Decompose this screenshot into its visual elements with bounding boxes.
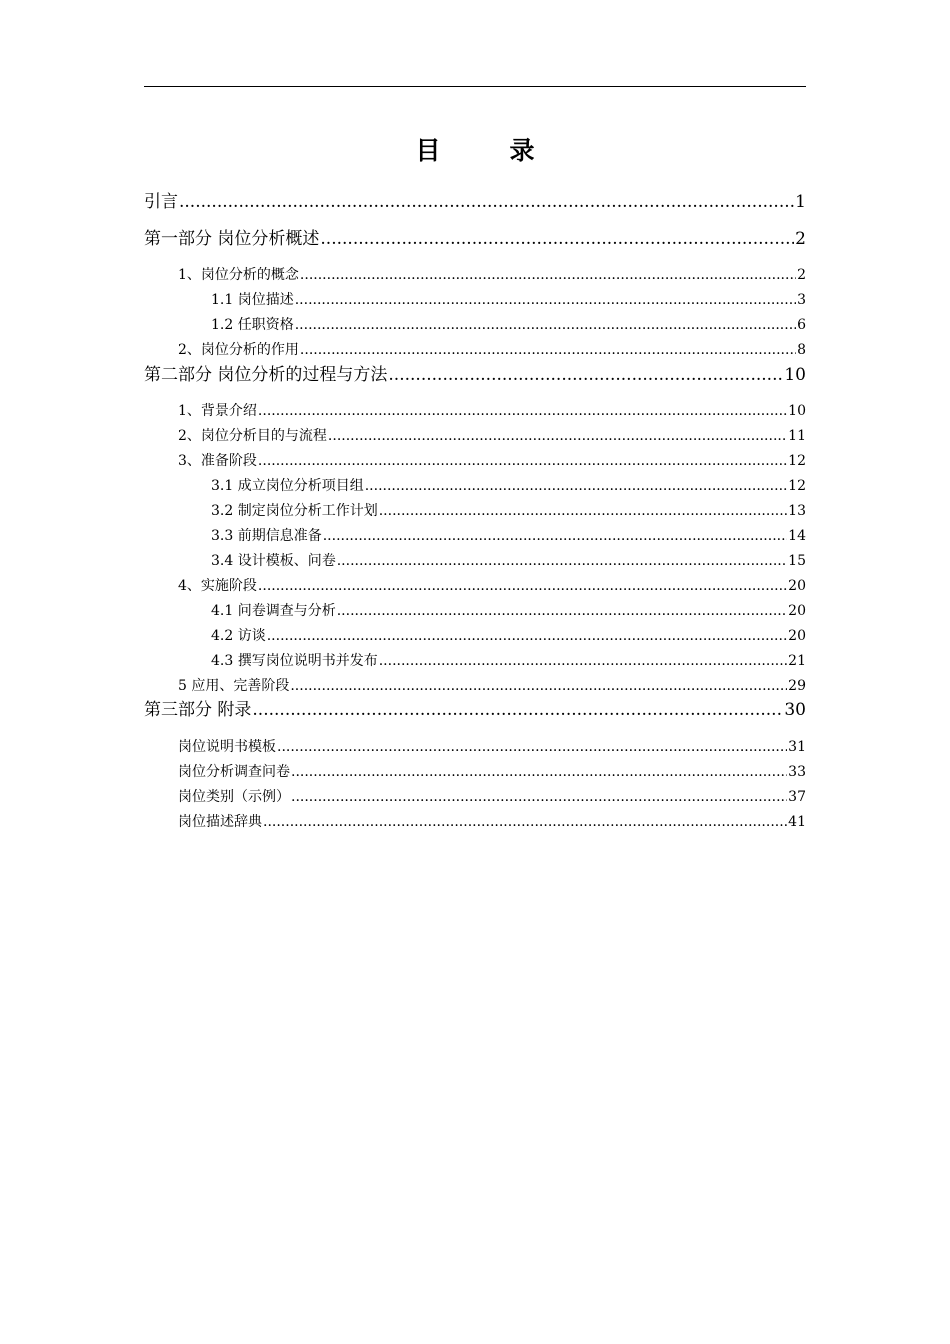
toc-leader-dots [379, 501, 787, 521]
toc-entry-p2-1[interactable] [178, 401, 806, 421]
toc-entry-text: 4.2 访谈 [211, 628, 266, 644]
toc-entry-text: 岗位描述辞典 [178, 814, 262, 830]
toc-entry-page: 20 [788, 603, 806, 619]
toc-entry-3-2[interactable] [211, 501, 806, 521]
toc-entry-text: 3.4 设计模板、问卷 [211, 553, 336, 569]
toc-entry-page: 2 [797, 267, 806, 283]
toc-entry-page: 33 [788, 764, 806, 780]
toc-entry-page: 1 [795, 192, 806, 212]
toc-entry-2[interactable] [178, 340, 806, 360]
toc-leader-dots [252, 699, 783, 721]
toc-entry-app-3[interactable] [178, 787, 806, 807]
toc-entry-page: 20 [788, 578, 806, 594]
toc-leader-dots [258, 401, 787, 421]
toc-entry-page: 10 [784, 365, 806, 385]
toc-entry-text: 2、岗位分析的作用 [178, 342, 299, 358]
toc-entry-text: 1、背景介绍 [178, 403, 257, 419]
toc-entry-text: 3.2 制定岗位分析工作计划 [211, 503, 378, 519]
toc-leader-dots [323, 526, 787, 546]
toc-leader-dots [291, 787, 787, 807]
toc-entry-text: 2、岗位分析目的与流程 [178, 428, 327, 444]
toc-leader-dots [337, 601, 787, 621]
toc-leader-dots [258, 451, 787, 471]
toc-leader-dots [328, 426, 787, 446]
toc-leader-dots [295, 315, 796, 335]
toc-entry-1[interactable] [178, 265, 806, 285]
toc-entry-text: 4.1 问卷调查与分析 [211, 603, 336, 619]
toc-entry-page: 3 [797, 292, 806, 308]
toc-entry-text: 3、准备阶段 [178, 453, 257, 469]
toc-entry-page: 37 [788, 789, 806, 805]
toc-entry-p2-5[interactable] [178, 676, 806, 696]
toc-entry-page: 20 [788, 628, 806, 644]
toc-entry-text: 5 应用、完善阶段 [178, 678, 290, 694]
toc-entry-text: 第二部分 岗位分析的过程与方法 [144, 365, 388, 385]
toc-leader-dots [320, 228, 794, 250]
toc-entry-text: 岗位说明书模板 [178, 739, 276, 755]
toc-title: 目 录 [415, 136, 557, 165]
toc-entry-app-1[interactable] [178, 737, 806, 757]
toc-entry-text: 1、岗位分析的概念 [178, 267, 299, 283]
toc-entry-3-3[interactable] [211, 526, 806, 546]
toc-entry-1-2[interactable] [211, 315, 806, 335]
toc-entry-intro[interactable] [144, 191, 806, 213]
toc-entry-text: 4.3 撰写岗位说明书并发布 [211, 653, 378, 669]
toc-entry-page: 12 [788, 453, 806, 469]
toc-leader-dots [277, 737, 787, 757]
toc-entry-page: 2 [795, 229, 806, 249]
toc-entry-page: 21 [788, 653, 806, 669]
toc-entry-4-1[interactable] [211, 601, 806, 621]
toc-entry-page: 12 [788, 478, 806, 494]
toc-leader-dots [388, 364, 783, 386]
toc-entry-text: 4、实施阶段 [178, 578, 257, 594]
toc-entry-part3[interactable] [144, 699, 806, 721]
toc-entry-4-2[interactable] [211, 626, 806, 646]
toc-entry-4-3[interactable] [211, 651, 806, 671]
toc-entry-text: 1.1 岗位描述 [211, 292, 294, 308]
toc-leader-dots [291, 762, 787, 782]
toc-entry-text: 3.3 前期信息准备 [211, 528, 322, 544]
toc-entry-text: 3.1 成立岗位分析项目组 [211, 478, 364, 494]
toc-leader-dots [263, 812, 787, 832]
toc-entry-page: 41 [788, 814, 806, 830]
toc-entry-part1[interactable] [144, 228, 806, 250]
toc-leader-dots [295, 290, 796, 310]
toc-leader-dots [300, 340, 796, 360]
toc-entry-page: 6 [797, 317, 806, 333]
toc-entry-page: 11 [788, 428, 806, 444]
toc-entry-text: 1.2 任职资格 [211, 317, 294, 333]
toc-entry-page: 31 [788, 739, 806, 755]
toc-entry-3-4[interactable] [211, 551, 806, 571]
toc-entry-page: 14 [788, 528, 806, 544]
toc-entry-text: 岗位分析调查问卷 [178, 764, 290, 780]
toc-entry-page: 29 [788, 678, 806, 694]
toc-entry-page: 13 [788, 503, 806, 519]
toc-entry-3-1[interactable] [211, 476, 806, 496]
toc-entry-p2-4[interactable] [178, 576, 806, 596]
toc-entry-app-2[interactable] [178, 762, 806, 782]
toc-leader-dots [337, 551, 787, 571]
toc-leader-dots [300, 265, 796, 285]
toc-leader-dots [179, 191, 794, 213]
toc-entry-part2[interactable] [144, 364, 806, 386]
toc-leader-dots [379, 651, 787, 671]
toc-entry-page: 15 [788, 553, 806, 569]
toc-leader-dots [290, 676, 787, 696]
toc-entry-page: 10 [788, 403, 806, 419]
toc-entry-text: 岗位类别（示例） [178, 789, 290, 805]
toc-leader-dots [258, 576, 787, 596]
toc-entry-text: 引言 [144, 192, 178, 212]
toc-entry-p2-3[interactable] [178, 451, 806, 471]
toc-entry-app-4[interactable] [178, 812, 806, 832]
toc-entry-page: 30 [784, 700, 806, 720]
toc-entry-text: 第一部分 岗位分析概述 [144, 229, 320, 249]
toc-leader-dots [365, 476, 787, 496]
toc-entry-text: 第三部分 附录 [144, 700, 252, 720]
toc-leader-dots [267, 626, 787, 646]
toc-entry-1-1[interactable] [211, 290, 806, 310]
toc-entry-page: 8 [797, 342, 806, 358]
toc-entry-p2-2[interactable] [178, 426, 806, 446]
